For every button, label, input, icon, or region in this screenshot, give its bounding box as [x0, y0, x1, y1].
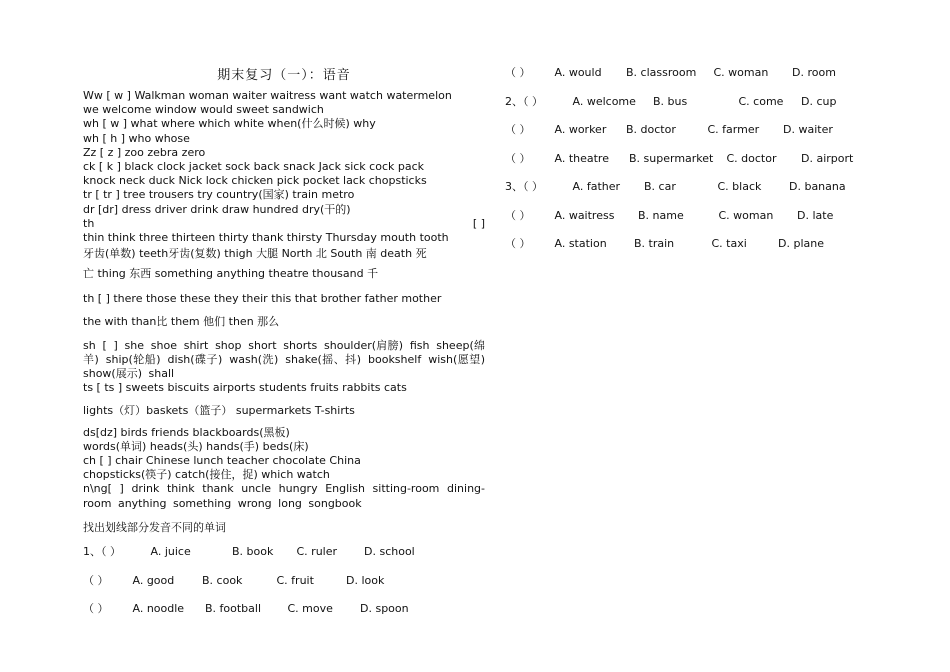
- question-row: [83, 602, 485, 631]
- option-b: B. supermarket: [629, 151, 714, 165]
- answer-blank[interactable]: （ ）: [505, 151, 531, 165]
- phonics-line: knock neck duck Nick lock chicken pick pocket lack chopsticks: [83, 174, 427, 188]
- option-d: D. look: [346, 573, 385, 587]
- option-a: A. juice: [150, 545, 191, 559]
- option-b: B. bus: [653, 94, 688, 108]
- option-c: C. woman: [718, 208, 774, 222]
- option-d: D. banana: [789, 180, 846, 193]
- phonics-line: 牙齿(单数) teeth牙齿(复数) thigh 大腿 North 北 South 南 death 死: [83, 247, 427, 261]
- option-c: C. doctor: [726, 151, 777, 165]
- option-c: C. farmer: [707, 123, 760, 136]
- right-column: [505, 66, 885, 266]
- option-d: D. school: [364, 545, 415, 559]
- option-b: B. football: [205, 602, 262, 616]
- question-row: [505, 152, 885, 181]
- option-a: A. father: [572, 180, 621, 193]
- question-row: [505, 180, 885, 209]
- phonics-line: dr [dr] dress driver drink draw hundred dry(干的): [83, 202, 351, 216]
- phonics-line: Ww [ w ] Walkman woman waiter waitress want watch watermelon: [83, 89, 452, 102]
- phonics-line: ts [ ts ] sweets biscuits airports students fruits rabbits cats: [83, 381, 407, 395]
- option-c: C. fruit: [276, 573, 314, 587]
- answer-blank[interactable]: （ ）: [83, 602, 109, 616]
- answer-blank[interactable]: 1、（ ）: [83, 545, 121, 559]
- option-d: D. plane: [778, 237, 824, 250]
- instruction: 找出划线部分发音不同的单词: [83, 520, 226, 534]
- phonics-line-sh: sh [ ] she shoe shirt shop short shorts shoulder(肩膀) fish sheep(绵羊) ship(轮船) dish(碟子) wash(洗) shake(摇、抖) bookshelf wish(愿望) show(展示) shall: [83, 338, 485, 381]
- phonics-th-label: th: [83, 216, 95, 230]
- question-row: [83, 545, 485, 574]
- option-d: D. waiter: [783, 123, 833, 136]
- left-column: [83, 64, 485, 631]
- answer-blank[interactable]: （ ）: [505, 66, 531, 79]
- question-row: [505, 237, 885, 266]
- option-a: A. station: [554, 237, 607, 250]
- phonics-line: the with than比 them 他们 then 那么: [83, 315, 280, 329]
- answer-blank[interactable]: 3、（ ）: [505, 180, 543, 193]
- page-title: 期末复习（一）：语音: [217, 68, 351, 83]
- option-c: C. woman: [713, 66, 769, 79]
- phonics-line: ch [ ] chair Chinese lunch teacher chocolate China: [83, 454, 361, 468]
- answer-blank[interactable]: （ ）: [505, 208, 531, 222]
- phonics-line: lights（灯）baskets（篮子） supermarkets T-shirts: [83, 404, 355, 418]
- answer-blank[interactable]: 2、（ ）: [505, 94, 543, 108]
- option-b: B. cook: [202, 573, 243, 587]
- answer-blank[interactable]: （ ）: [505, 237, 531, 250]
- phonics-line-ng: n\ng[ ] drink think thank uncle hungry English sitting-room dining-room anything something wrong long songbook: [83, 482, 485, 510]
- phonics-line: words(单词) heads(头) hands(手) beds(床): [83, 439, 309, 453]
- phonics-line: th [ ] there those these they their this that brother father mother: [83, 292, 442, 306]
- phonics-line: tr [ tr ] tree trousers try country(国家) train metro: [83, 188, 355, 202]
- option-a: A. good: [132, 573, 175, 587]
- phonics-line: 亡 thing 东西 something anything theatre thousand 千: [83, 267, 379, 281]
- option-a: A. waitress: [554, 208, 615, 222]
- option-b: B. name: [638, 208, 684, 222]
- option-a: A. noodle: [132, 602, 185, 616]
- option-a: A. theatre: [554, 151, 609, 165]
- phonics-line: ck [ k ] black clock jacket sock back snack Jack sick cock pack: [83, 160, 425, 174]
- option-d: D. late: [797, 208, 834, 222]
- phonics-line: ds[dz] birds friends blackboards(黑板): [83, 425, 290, 439]
- phonics-line: thin think three thirteen thirty thank thirsty Thursday mouth tooth: [83, 231, 449, 245]
- question-row: [83, 574, 485, 603]
- option-c: C. move: [287, 602, 333, 616]
- option-c: C. taxi: [711, 237, 747, 250]
- option-b: B. book: [232, 545, 274, 559]
- option-d: D. cup: [801, 94, 837, 108]
- question-row: [505, 209, 885, 238]
- phonics-line: wh [ w ] what where which white when(什么时候) why: [83, 117, 376, 131]
- option-c: C. ruler: [296, 545, 338, 559]
- question-row: [505, 66, 885, 95]
- question-row: [505, 123, 885, 152]
- option-c: C. black: [717, 180, 762, 193]
- option-b: B. doctor: [626, 123, 676, 136]
- option-d: D. room: [792, 66, 836, 79]
- option-d: D. spoon: [360, 602, 409, 616]
- phonics-line: we welcome window would sweet sandwich: [83, 103, 324, 117]
- phonics-line: chopsticks(筷子) catch(接住，捉) which watch: [83, 468, 330, 482]
- option-c: C. come: [738, 94, 784, 108]
- option-a: A. would: [554, 66, 602, 79]
- option-d: D. airport: [801, 151, 854, 165]
- option-b: B. car: [644, 180, 676, 193]
- option-b: B. train: [634, 237, 675, 250]
- question-row: [505, 95, 885, 124]
- phonics-line-th: [83, 217, 485, 231]
- phonics-line: wh [ h ] who whose: [83, 131, 190, 145]
- phonics-th-bracket: [ ]: [472, 216, 485, 230]
- option-a: A. welcome: [572, 94, 636, 108]
- answer-blank[interactable]: （ ）: [505, 123, 531, 136]
- answer-blank[interactable]: （ ）: [83, 573, 109, 587]
- phonics-line: Zz [ z ] zoo zebra zero: [83, 145, 206, 159]
- option-a: A. worker: [554, 123, 607, 136]
- option-b: B. classroom: [626, 66, 697, 79]
